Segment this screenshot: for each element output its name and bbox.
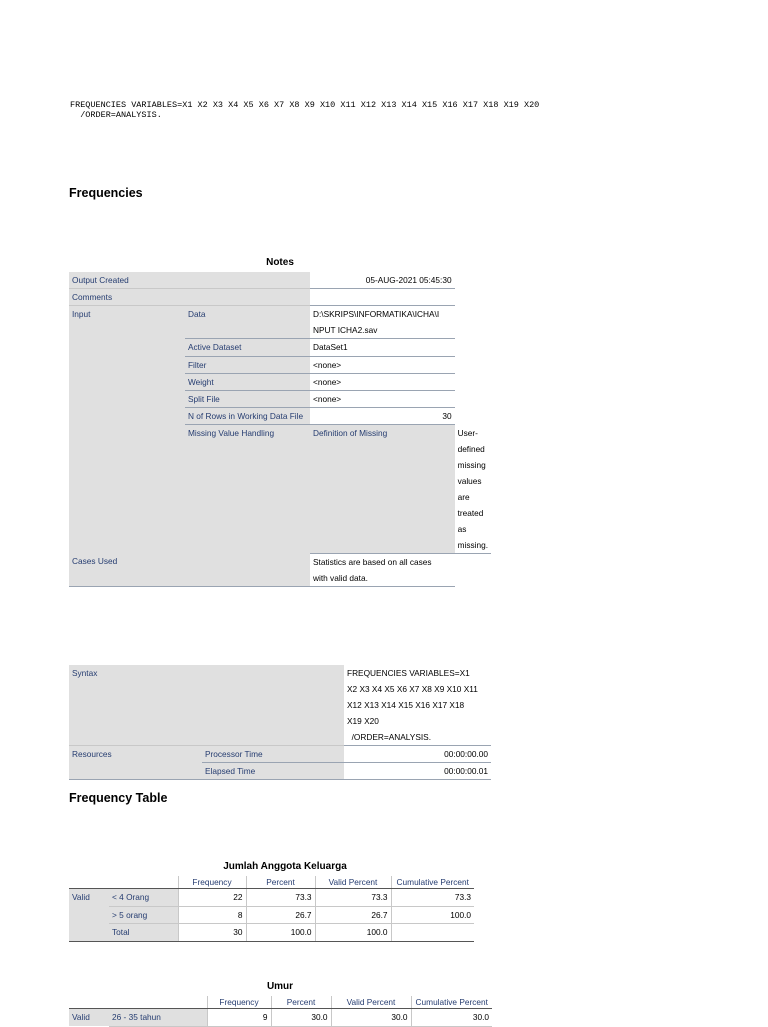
row-label: > 5 orang — [109, 906, 178, 924]
data-value — [310, 306, 455, 339]
split-file-value: <none> — [310, 390, 455, 407]
output-created-value: 05-AUG-2021 05:45:30 — [310, 272, 455, 289]
cell-frequency: 30 — [178, 924, 246, 942]
cell-cumulative-percent: 30.0 — [411, 1009, 492, 1027]
column-frequency: Frequency — [207, 996, 271, 1009]
notes-title: Notes — [266, 257, 294, 268]
comments-value — [310, 289, 455, 306]
row-label: 26 - 35 tahun — [109, 1009, 207, 1027]
weight-value: <none> — [310, 373, 455, 390]
corner-cell — [69, 996, 207, 1009]
syntax-line-3: X12 X13 X14 X15 X16 X17 X18 — [347, 700, 465, 710]
cell-percent: 26.7 — [246, 906, 315, 924]
filter-value: <none> — [310, 356, 455, 373]
cell-frequency: 22 — [178, 889, 246, 907]
data-label: Data — [185, 306, 310, 339]
input-label: Input — [69, 306, 185, 553]
syntax-label: Syntax — [69, 665, 344, 746]
active-dataset-label: Active Dataset — [185, 339, 310, 356]
column-valid-percent: Valid Percent — [315, 876, 391, 889]
table-row — [69, 1009, 492, 1027]
definition-line-1: User-defined missing values are — [457, 427, 486, 502]
syntax-command: FREQUENCIES VARIABLES=X1 X2 X3 X4 X5 X6 X7 X8 X9 X10 X11 X12 X13 X14 X15 X16 X17 X18 X19 X20 /ORDER=ANALYSIS. — [70, 100, 540, 120]
notes-table — [69, 272, 491, 587]
row-label: < 4 Orang — [109, 889, 178, 907]
column-percent: Percent — [271, 996, 331, 1009]
frequency-table-umur — [69, 996, 492, 1027]
processor-time-label: Processor Time — [202, 746, 344, 763]
column-frequency: Frequency — [178, 876, 246, 889]
frequency-table-heading: Frequency Table — [69, 791, 168, 805]
cell-valid-percent: 100.0 — [315, 924, 391, 942]
cell-cumulative-percent: 100.0 — [391, 906, 474, 924]
syntax-line-1: FREQUENCIES VARIABLES=X1 — [347, 668, 470, 678]
cell-percent: 73.3 — [246, 889, 315, 907]
frequencies-heading: Frequencies — [69, 186, 143, 200]
cell-valid-percent: 30.0 — [331, 1009, 411, 1027]
table2-title: Umur — [266, 981, 294, 992]
comments-label: Comments — [69, 289, 310, 306]
cell-frequency: 9 — [207, 1009, 271, 1027]
missing-value-handling-label: Missing Value Handling — [185, 425, 310, 587]
valid-label: Valid — [69, 1009, 109, 1027]
cell-valid-percent: 26.7 — [315, 906, 391, 924]
valid-label: Valid — [69, 889, 109, 942]
cases-used-line-1: Statistics are based on all cases — [313, 556, 432, 567]
elapsed-time-value: 00:00:00.01 — [344, 763, 491, 780]
table-row — [69, 889, 474, 907]
cases-used-line-2: with valid data. — [313, 572, 368, 583]
cell-cumulative-percent: 73.3 — [391, 889, 474, 907]
column-cumulative-percent: Cumulative Percent — [391, 876, 474, 889]
table-row-total — [69, 924, 474, 942]
column-percent: Percent — [246, 876, 315, 889]
resources-label: Resources — [69, 746, 202, 780]
weight-label: Weight — [185, 373, 310, 390]
notes-table-continued — [69, 665, 491, 780]
output-created-label: Output Created — [69, 272, 310, 289]
table-row — [69, 906, 474, 924]
column-valid-percent: Valid Percent — [331, 996, 411, 1009]
definition-of-missing-label: Definition of Missing — [310, 425, 455, 554]
column-cumulative-percent: Cumulative Percent — [411, 996, 492, 1009]
data-value-line-1: D:\SKRIPS\INFORMATIKA\ICHA\I — [313, 309, 440, 320]
cell-percent: 30.0 — [271, 1009, 331, 1027]
row-label: Total — [109, 924, 178, 942]
n-rows-label: N of Rows in Working Data File — [185, 408, 310, 425]
n-rows-value: 30 — [310, 408, 455, 425]
cell-percent: 100.0 — [246, 924, 315, 942]
syntax-line-4: X19 X20 — [347, 716, 379, 726]
definition-of-missing-value — [455, 425, 491, 554]
processor-time-value: 00:00:00.00 — [344, 746, 491, 763]
data-value-line-2: NPUT ICHA2.sav — [313, 325, 378, 336]
split-file-label: Split File — [185, 390, 310, 407]
elapsed-time-label: Elapsed Time — [202, 763, 344, 780]
cases-used-value — [310, 553, 455, 586]
syntax-value — [344, 665, 491, 746]
filter-label: Filter — [185, 356, 310, 373]
cell-cumulative-percent — [391, 924, 474, 942]
syntax-line-2: X2 X3 X4 X5 X6 X7 X8 X9 X10 X11 — [347, 684, 478, 694]
frequency-table-jumlah-anggota — [69, 876, 474, 942]
cell-frequency: 8 — [178, 906, 246, 924]
active-dataset-value: DataSet1 — [310, 339, 455, 356]
cases-used-label: Cases Used — [69, 553, 185, 586]
syntax-line-5: /ORDER=ANALYSIS. — [347, 732, 431, 742]
definition-line-2: treated as missing. — [457, 507, 489, 550]
cell-valid-percent: 73.3 — [315, 889, 391, 907]
table1-title: Jumlah Anggota Keluarga — [223, 861, 347, 872]
corner-cell — [69, 876, 178, 889]
